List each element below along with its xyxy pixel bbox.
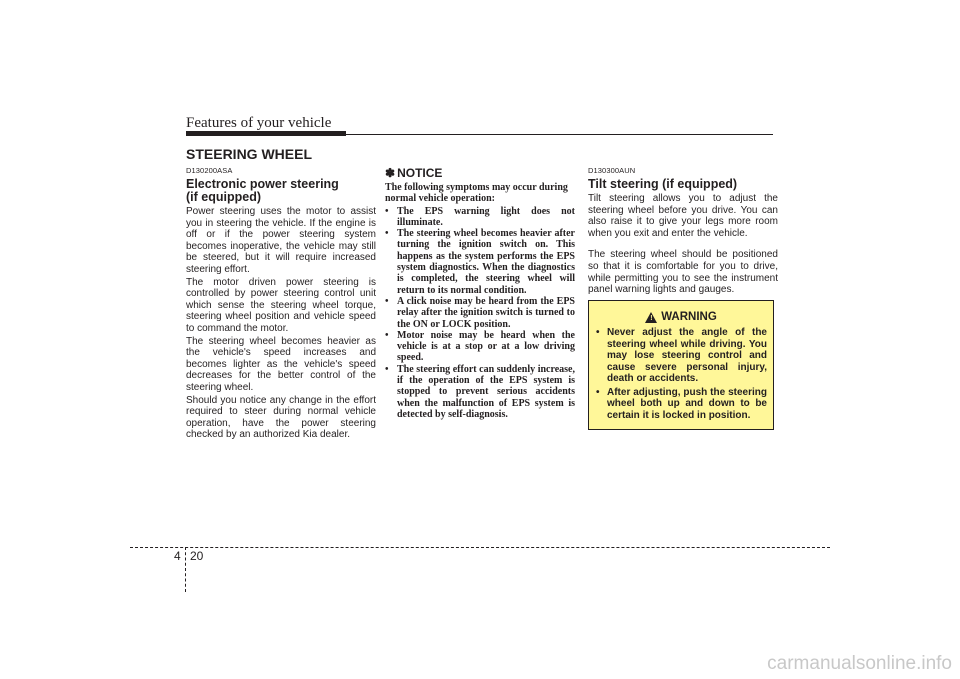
- eps-code: D130200ASA: [186, 166, 233, 175]
- warning-box: [588, 300, 774, 430]
- notice-item: • The steering effort can suddenly increase, if the operation of the EPS system is stopped to prevent serious accidents when the malfunction of EPS system is detected by self-diagnosis.: [385, 364, 575, 420]
- notice-title: [385, 166, 575, 180]
- notice-item: • The EPS warning light does not illuminate.: [385, 206, 575, 229]
- header-title: Features of your vehicle: [186, 115, 332, 131]
- warning-exclamation-glyph: !: [650, 314, 653, 322]
- header-rule: [346, 134, 773, 135]
- tilt-paragraph: The steering wheel should be positioned so that it is comfortable for you to drive, while permitting you to see the instrument panel warning lights and gauges.: [588, 249, 778, 296]
- tilt-paragraph: Tilt steering allows you to adjust the steering wheel before you drive. You can also raise it to give your legs more room when you exit and enter the vehicle.: [588, 193, 778, 239]
- section-title: STEERING WHEEL: [186, 146, 313, 162]
- watermark: carmanualsonline.info: [767, 653, 952, 674]
- warning-item: • Never adjust the angle of the steering wheel while driving. You may lose steering control and cause severe personal injury, death or accidents.: [595, 327, 767, 385]
- notice-item: • The steering wheel becomes heavier after turning the ignition switch on. This happens as the system performs the EPS system diagnostics. When the diagnostics is completed, the steering wheel will return to its normal condition.: [385, 228, 575, 296]
- eps-paragraph: The steering wheel becomes heavier as the vehicle's speed increases and becomes lighter as the vehicle's speed decreases for the better control of the steering wheel.: [186, 335, 376, 393]
- warning-list: [595, 327, 767, 421]
- eps-column: [186, 166, 376, 442]
- warning-item: • After adjusting, push the steering wheel both up and down to be certain it is locked in position.: [595, 387, 767, 422]
- warning-triangle-icon: [645, 312, 657, 323]
- notice-item: • A click noise may be heard from the EPS relay after the ignition switch is turned to the ON or LOCK position.: [385, 296, 575, 330]
- notice-item: • Motor noise may be heard when the vehicle is at a stop or at a low driving speed.: [385, 330, 575, 364]
- eps-paragraph: Power steering uses the motor to assist you in steering the vehicle. If the engine is off or if the power steering system becomes inoperative, the vehicle may still be steered, but it will require increased steering effort.: [186, 206, 376, 275]
- notice-intro: The following symptoms may occur during normal vehicle operation:: [385, 182, 568, 205]
- eps-heading-line2: (if equipped): [186, 190, 261, 204]
- tilt-column: [588, 166, 778, 297]
- warning-header: [595, 311, 767, 323]
- page-section-number: 4: [174, 549, 181, 563]
- warning-title: WARNING: [661, 311, 717, 323]
- notice-title-text: NOTICE: [397, 166, 443, 180]
- eps-paragraph: The motor driven power steering is controlled by power steering control unit which sense the steering wheel torque, steering wheel position and vehicle speed to command the motor.: [186, 276, 376, 334]
- tilt-heading: Tilt steering (if equipped): [588, 177, 738, 191]
- notice-list: [385, 206, 575, 421]
- notice-column: [385, 166, 575, 420]
- page-number: 20: [190, 549, 204, 563]
- eps-paragraph: Should you notice any change in the effort required to steer during normal vehicle operation, have the power steering checked by an authorized Kia dealer.: [186, 394, 376, 441]
- tilt-code: D130300AUN: [588, 166, 636, 175]
- header-bar: [186, 131, 346, 136]
- footer-rule: [130, 547, 830, 548]
- eps-heading: [186, 178, 376, 204]
- footer-divider: [185, 547, 186, 592]
- notice-star-icon: ✽: [385, 166, 396, 180]
- eps-heading-line1: Electronic power steering: [186, 177, 339, 191]
